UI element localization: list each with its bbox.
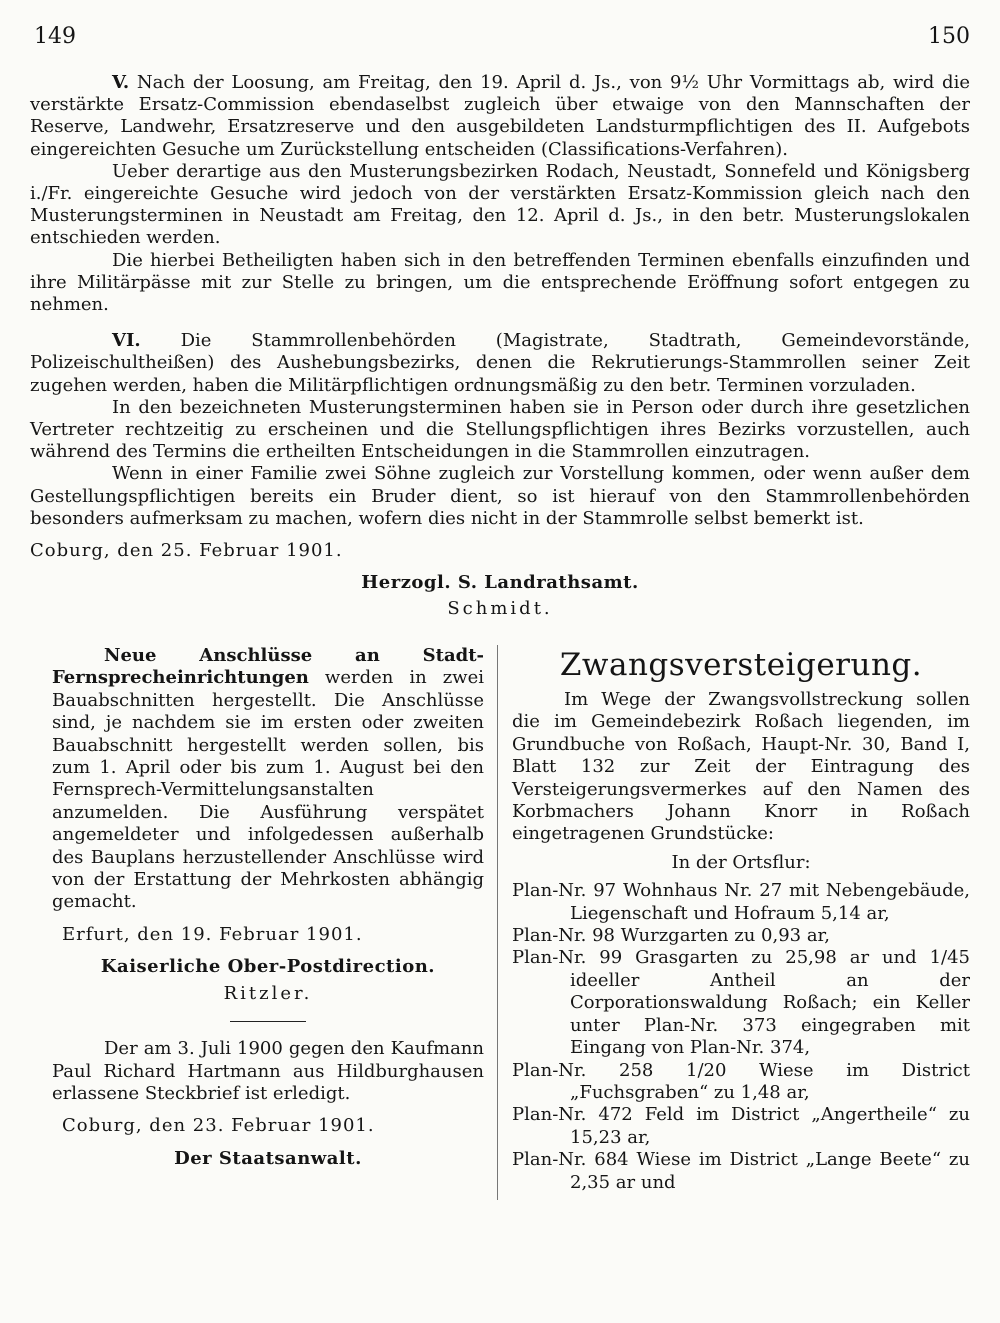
list-item: Plan-Nr. 684 Wiese im District „Lange Beete“ zu 2,35 ar und	[512, 1149, 970, 1193]
fernsprech-notice	[52, 645, 484, 914]
fernsprech-title: Neue Anschlüsse an Stadt-Fernsprecheinrichtungen	[52, 645, 484, 689]
paragraph-betheiligte: Die hierbei Betheiligten haben sich in den betreffenden Terminen ebenfalls einzufinden und ihre Militärpässe mit zur Stelle zu bringen, um die entsprechende Eröffnung sofort entgegen zu nehmen.	[30, 249, 970, 316]
list-item: Plan-Nr. 99 Grasgarten zu 25,98 ar und 1/45 ideeller Antheil an der Corporationswaldung Roßach; ein Keller unter Plan-Nr. 373 eingegraben mit Eingang von Plan-Nr. 374,	[512, 947, 970, 1059]
steckbrief-authority: Der Staatsanwalt.	[174, 1147, 362, 1169]
steckbrief-date: Coburg, den 23. Februar 1901.	[62, 1115, 375, 1137]
fernsprech-signer: Ritzler.	[223, 982, 313, 1004]
section-v-text: Nach der Loosung, am Freitag, den 19. April d. Js., von 9½ Uhr Vormittags ab, wird die verstärkte Ersatz-Commission ebendaselbst zugleich über etwaige von den Mannschaften der Reserve, Landwehr, Ersatzreserve und den ausgebildeten Landsturmpflichtigen des II. Aufgebots eingereichten Gesuche um Zurückstellung entscheiden (Classifications-Verfahren).	[30, 72, 970, 160]
steckbrief-notice: Der am 3. Juli 1900 gegen den Kaufmann Paul Richard Hartmann aus Hildburghausen erlassene Steckbrief ist erledigt.	[52, 1038, 484, 1104]
section-v-number: V.	[112, 72, 130, 93]
paragraph-musterungsbezirke: Ueber derartige aus den Musterungsbezirken Rodach, Neustadt, Sonnefeld und Königsberg i./Fr. eingereichte Gesuche wird jedoch von der verstärkten Ersatz-Kommission gleich nach den Musterungsterminen in Neustadt am Freitag, den 12. April d. Js., in den betr. Musterungslokalen entschieden werden.	[30, 160, 970, 249]
section-vi-number: VI.	[112, 330, 141, 352]
paragraph-familie: Wenn in einer Familie zwei Söhne zugleich zur Vorstellung kommen, oder wenn außer dem Gestellungspflichtigen bereits ein Bruder dient, so ist hierauf von den Stammrollenbehörden besonders aufmerksam zu machen, wofern dies nicht in der Stammrolle selbst bemerkt ist.	[30, 463, 970, 529]
section-vi-paragraph	[30, 330, 970, 397]
auction-subhead: In der Ortsflur:	[671, 851, 811, 873]
list-item: Plan-Nr. 97 Wohnhaus Nr. 27 mit Nebengebäude, Liegenschaft und Hofraum 5,14 ar,	[512, 880, 970, 924]
right-column	[512, 645, 970, 1194]
paragraph-musterungstermine: In den bezeichneten Musterungsterminen haben sie in Person oder durch ihre gesetzlichen Vertreter rechtzeitig zu erscheinen und die Stellungspflichtigen ihres Bezirks vorzustellen, auch während des Termins die ertheilten Entscheidungen in die Stammrollen einzutragen.	[30, 396, 970, 463]
section-vi-text: Die Stammrollenbehörden (Magistrate, Stadtrath, Gemeindevorstände, Polizeischultheißen) des Aushebungsbezirks, denen die Rekrutierungs-Stammrollen seiner Zeit zugehen werden, haben die Militärpflichtigen ordnungsmäßig zu den betr. Terminen vorzuladen.	[30, 330, 970, 396]
notice-authority: Herzogl. S. Landrathsamt.	[361, 572, 639, 594]
list-item: Plan-Nr. 258 1/20 Wiese im District „Fuchsgraben“ zu 1,48 ar,	[512, 1059, 970, 1103]
notice-date: Coburg, den 25. Februar 1901.	[30, 540, 343, 562]
main-notice	[30, 72, 970, 621]
list-item: Plan-Nr. 472 Feld im District „Angertheile“ zu 15,23 ar,	[512, 1104, 970, 1148]
notice-signer: Schmidt.	[447, 598, 553, 620]
left-column	[52, 645, 484, 1170]
fernsprech-authority: Kaiserliche Ober-Postdirection.	[100, 956, 436, 978]
auction-title: Zwangsversteigerung.	[559, 647, 923, 683]
fernsprech-body: werden in zwei Bauabschnitten hergestellt. Die Anschlüsse sind, je nachdem sie im ersten oder zweiten Bauabschnitt hergestellt werden sollen, bis zum 1. April oder bis zum 1. August bei den Fernsprech-Vermittelungsanstalten anzumelden. Die Ausführung verspätet angemeldeter und infolgedessen außerhalb des Bauplans herzustellender Anschlüsse wird von der Erstattung der Mehrkosten abhängig gemacht.	[52, 667, 484, 913]
divider	[230, 1021, 306, 1022]
section-v-paragraph	[30, 72, 970, 161]
page-number-left: 149	[34, 24, 76, 49]
list-item: Plan-Nr. 98 Wurzgarten zu 0,93 ar,	[512, 925, 830, 947]
auction-intro: Im Wege der Zwangsvollstreckung sollen die im Gemeindebezirk Roßach liegenden, im Grundbuche von Roßach, Haupt-Nr. 30, Band I, Blatt 132 zur Zeit der Eintragung des Versteigerungsvermerkes auf den Namen des Korbmachers Johann Knorr in Roßach eingetragenen Grundstücke:	[512, 689, 970, 845]
page-number-right: 150	[928, 24, 970, 49]
fernsprech-date: Erfurt, den 19. Februar 1901.	[62, 923, 363, 945]
column-divider	[497, 645, 498, 1200]
